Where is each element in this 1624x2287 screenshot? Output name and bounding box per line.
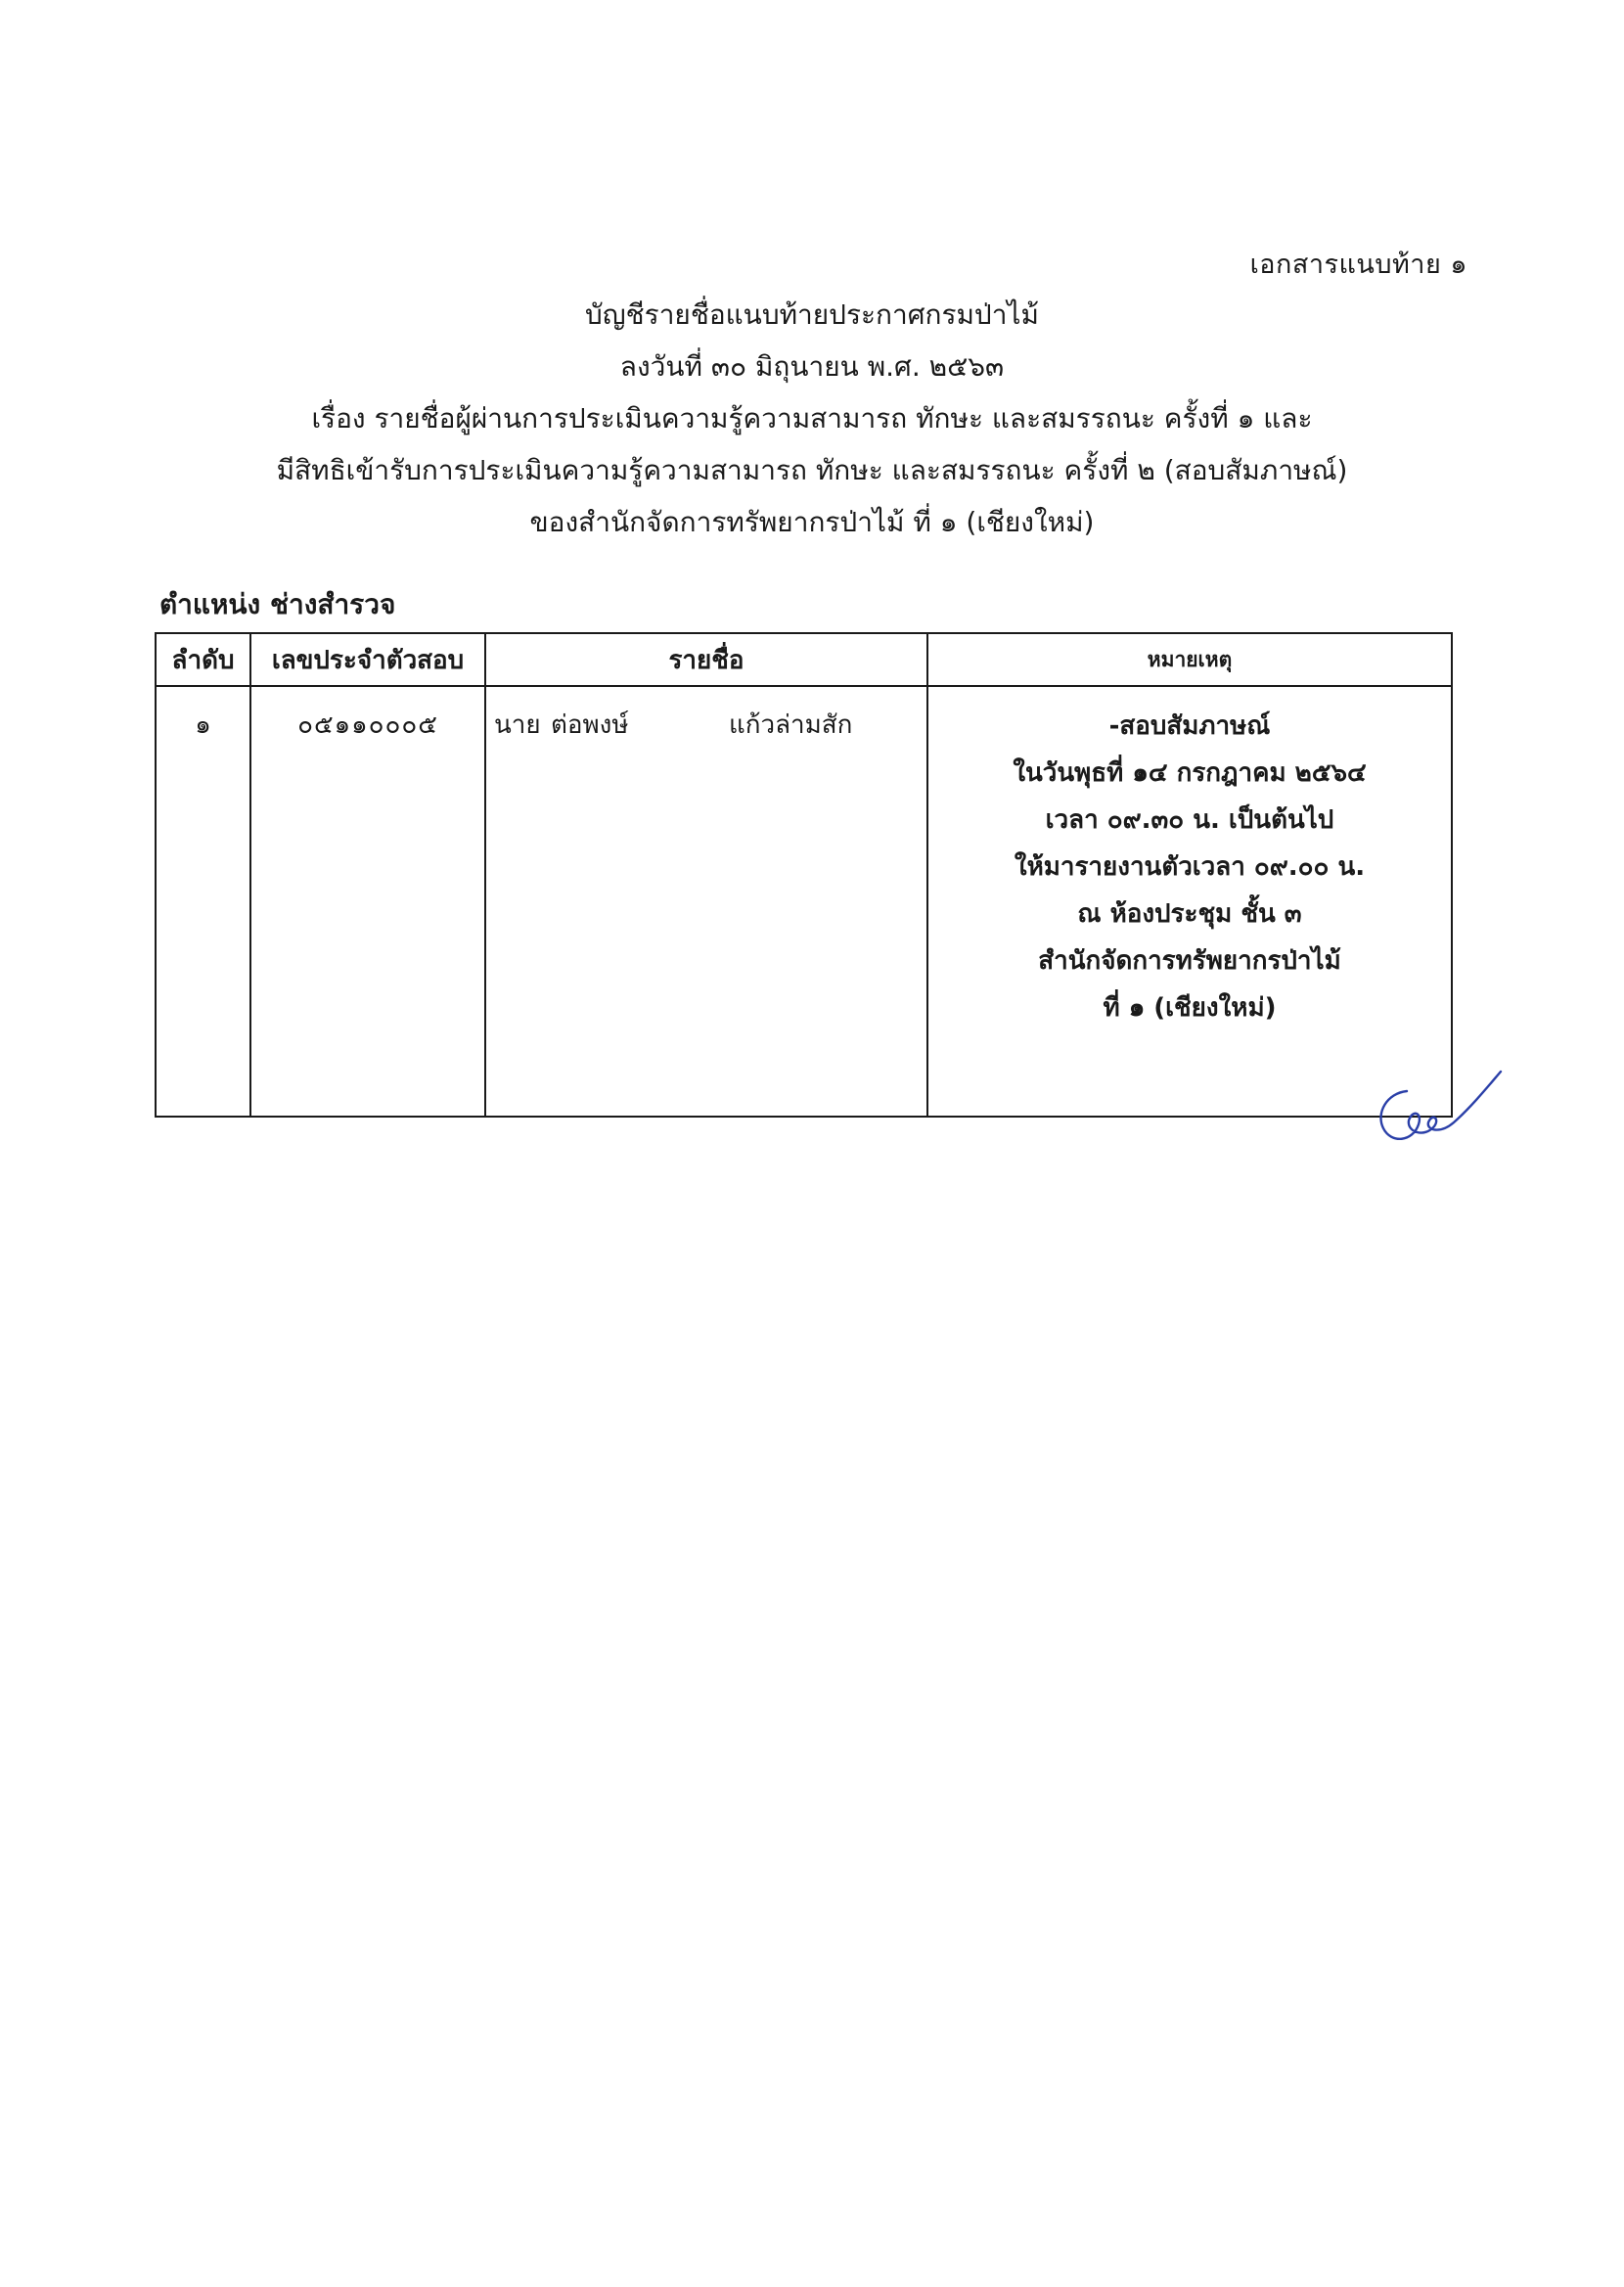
remark-line: ณ ห้องประชุม ชั้น ๓	[1077, 899, 1302, 929]
remark-line: -สอบสัมภาษณ์	[1108, 711, 1271, 741]
remark-line: ให้มารายงานตัวเวลา ๐๙.๐๐ น.	[1014, 852, 1366, 882]
remark-line: ในวันพุธที่ ๑๔ กรกฎาคม ๒๕๖๔	[1013, 758, 1367, 788]
remark-line: สำนักจัดการทรัพยากรป่าไม้	[1038, 946, 1341, 976]
table-header-row	[156, 633, 1452, 686]
heading-subject-line1: เรื่อง รายชื่อผู้ผ่านการประเมินความรู้ความสามารถ ทักษะ และสมรรถนะ ครั้งที่ ๑ และ	[311, 402, 1313, 435]
heading-subject-line2: มีสิทธิเข้ารับการประเมินความรู้ความสามารถ ทักษะ และสมรรถนะ ครั้งที่ ๒ (สอบสัมภาษณ์)	[276, 454, 1348, 486]
attachment-label: เอกสารแนบท้าย ๑	[1249, 250, 1467, 280]
roster-table	[155, 632, 1453, 1118]
name-title: นาย	[494, 710, 541, 740]
signature-stroke	[1380, 1072, 1501, 1139]
heading-title: บัญชีรายชื่อแนบท้ายประกาศกรมป่าไม้	[585, 298, 1039, 331]
remark-line: เวลา ๐๙.๓๐ น. เป็นต้นไป	[1045, 805, 1334, 835]
announcement-heading	[0, 289, 1624, 548]
header-order: ลำดับ	[156, 633, 250, 686]
heading-date: ลงวันที่ ๓๐ มิถุนายน พ.ศ. ๒๕๖๓	[619, 350, 1005, 383]
cell-exam-id: ๐๕๑๑๐๐๐๕	[250, 686, 485, 1117]
table-row	[156, 686, 1452, 1117]
handwritten-initial-signature	[1370, 1052, 1507, 1160]
cell-order: ๑	[156, 686, 250, 1117]
position-label: ตำแหน่ง ช่างสำรวจ	[159, 588, 396, 620]
header-name: รายชื่อ	[485, 633, 927, 686]
remark-line: ที่ ๑ (เชียงใหม่)	[1103, 993, 1277, 1023]
header-exam-id: เลขประจำตัวสอบ	[250, 633, 485, 686]
first-name: ต่อพงษ์	[551, 710, 629, 740]
cell-name	[485, 686, 927, 1117]
last-name: แก้วล่ามสัก	[729, 710, 853, 740]
header-remark: หมายเหตุ	[927, 633, 1452, 686]
heading-office: ของสำนักจัดการทรัพยากรป่าไม้ ที่ ๑ (เชียงใหม่)	[529, 506, 1095, 538]
